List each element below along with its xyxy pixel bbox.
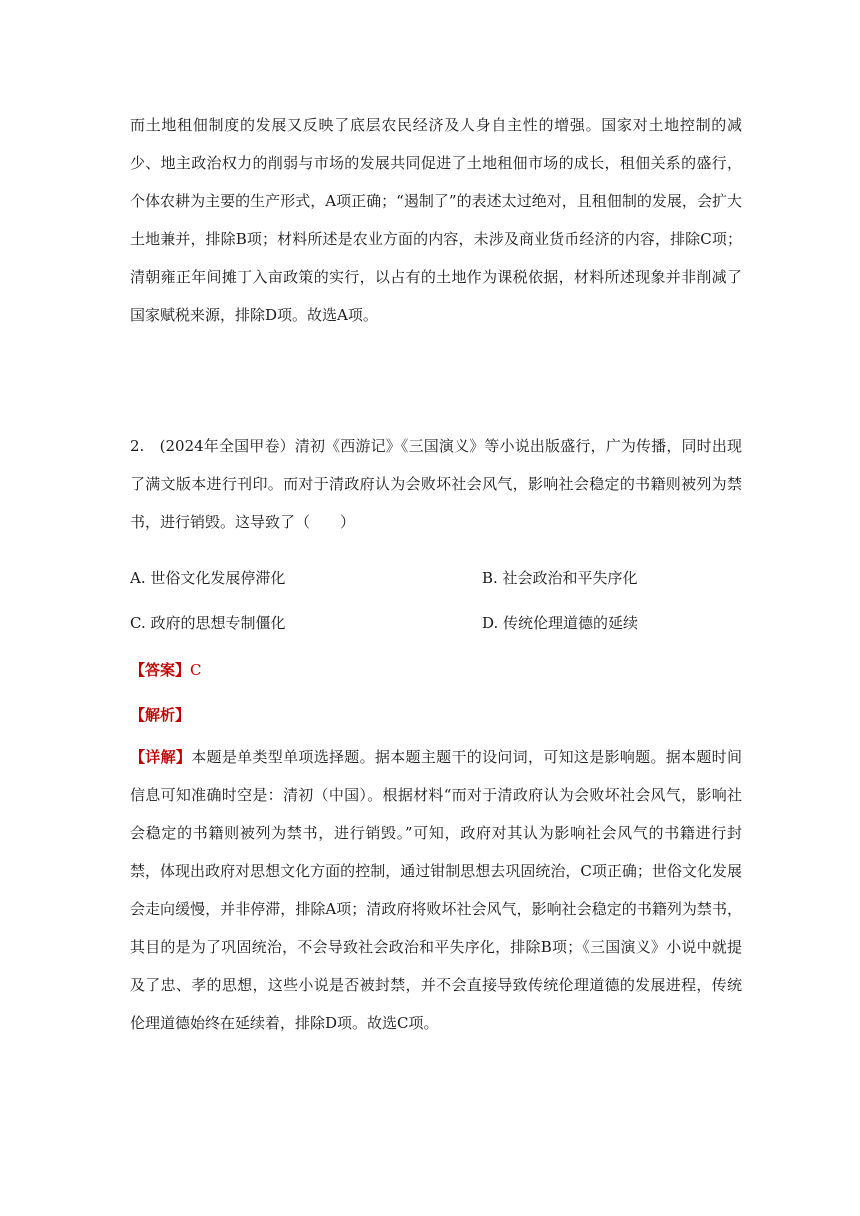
- option-c: C. 政府的思想专制僵化: [130, 614, 286, 632]
- detail-text: 本题是单类型单项选择题。据本题主题干的设问词，可知这是影响题。据本题时间信息可知准确时空是：清初（中国）。根据材料“而对于清政府认为会败坏社会风气，影响社会稳定的书籍则被列为禁书，进行销毁。”可知，政府对其认为影响社会风气的书籍进行封禁，体现出政府对思想文化方面的控制，通过钳制思想去巩固统治，C项正确；世俗文化发展会走向缓慢，并非停滞，排除A项；清政府将败坏社会风气，影响社会稳定的书籍列为禁书，其目的是为了巩固统治，不会导致社会政治和平失序化，排除B项；《三国演义》小说中就提及了忠、孝的思想，这些小说是否被封禁，并不会直接导致传统伦理道德的发展进程，传统伦理道德始终在延续着，排除D项。故选C项。: [130, 748, 742, 1032]
- option-d: D. 传统伦理道德的延续: [482, 614, 639, 632]
- answer-options: [130, 560, 742, 650]
- previous-explanation-paragraph: 而土地租佃制度的发展又反映了底层农民经济及人身自主性的增强。国家对土地控制的减少、地主政治权力的削弱与市场的发展共同促进了土地租佃市场的成长，租佃关系的盛行，个体农耕为主要的生产形式，A项正确；“遏制了”的表述太过绝对，且租佃制的发展，会扩大土地兼并，排除B项；材料所述是农业方面的内容，未涉及商业货币经济的内容，排除C项；清朝雍正年间摊丁入亩政策的实行，以占有的土地作为课税依据，材料所述现象并非削减了国家赋税来源，排除D项。故选A项。: [130, 116, 742, 324]
- options-row-2: [130, 605, 742, 650]
- question-stem: 2. (2024年全国甲卷）清初《西游记》《三国演义》等小说出版盛行，广为传播，同时出现了满文版本进行刊印。而对于清政府认为会败坏社会风气，影响社会稳定的书籍则被列为禁书，进行销毁。这导致了（ ）: [130, 437, 742, 531]
- options-row-1: [130, 560, 742, 605]
- answer-value: C: [190, 661, 202, 679]
- option-b: B. 社会政治和平失序化: [482, 569, 638, 587]
- answer-label: 【答案】: [130, 661, 191, 679]
- detail-label: 【详解】: [130, 748, 192, 766]
- option-a: A. 世俗文化发展停滞化: [130, 569, 286, 587]
- analysis-label: 【解析】: [130, 706, 191, 724]
- detail-paragraph: [130, 738, 742, 1042]
- answer-line: [130, 652, 202, 688]
- analysis-line: [130, 697, 190, 733]
